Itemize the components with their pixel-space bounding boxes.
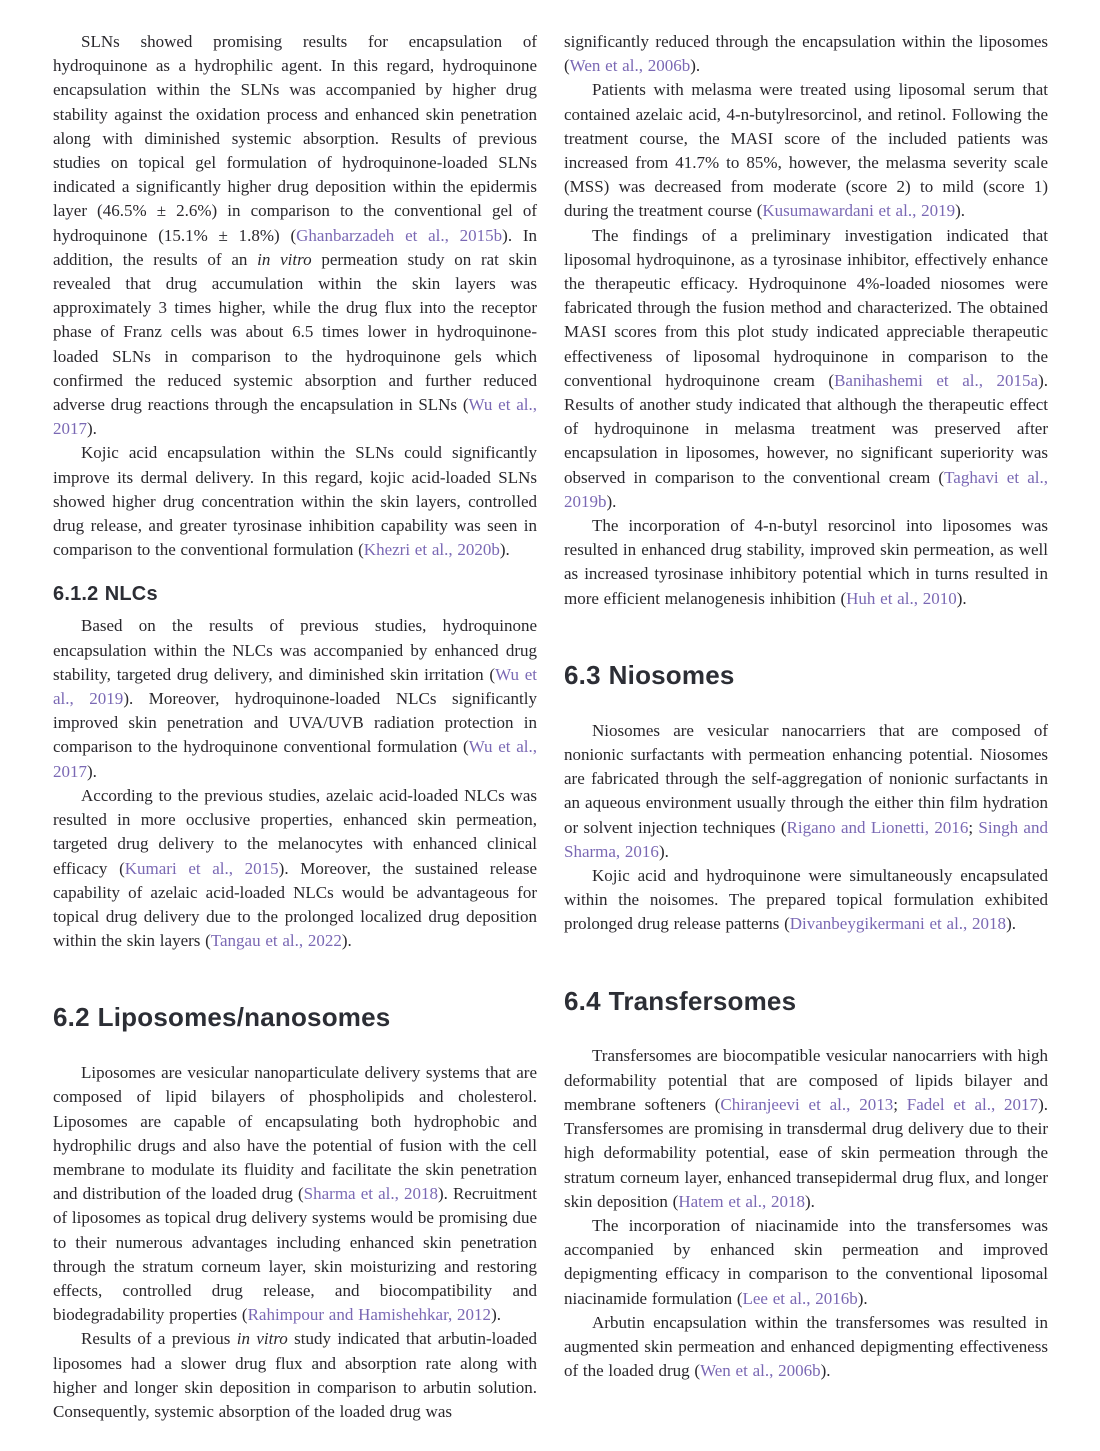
text-run: ). [804, 1191, 815, 1211]
text-run: ). Moreover, hydroquinone-loaded NLCs significantly improved skin penetration and UVA/UVB radiation protection in comparison to the hydroquinone conventional formulation ( [53, 689, 537, 757]
text-run: ). [690, 56, 701, 76]
text-run: ). [1006, 914, 1016, 934]
text-run: ; [893, 1094, 907, 1114]
citation-link[interactable]: Sharma et al., 2018 [303, 1184, 438, 1204]
citation-link[interactable]: Kumari et al., 2015 [124, 858, 279, 878]
text-run: ). Results of another study indicated that although the therapeutic effect of hydroquinone in melasma treatment was preserved after encapsulation in liposomes, however, no significant superiority was observed in comparison to the conventional cream ( [564, 370, 1048, 487]
paragraph [53, 30, 537, 441]
paragraph [53, 441, 537, 562]
subsection-heading-6-1-2-nlcs: 6.1.2 NLCs [53, 583, 158, 606]
text-run: According to the previous studies, azelaic acid-loaded NLCs was resulted in more occlusive properties, enhanced skin permeation, targeted drug delivery to the melanocytes with enhanced clinical efficacy ( [53, 785, 537, 878]
text-run: significantly reduced through the encapsulation within the liposomes ( [564, 32, 1048, 76]
text-run: Liposomes are vesicular nanoparticulate delivery systems that are composed of lipid bilayers of phospholipids and cholesterol. Liposomes are capable of encapsulating both hydrophobic and hydrophilic drugs and also have the potential of fusion with the cell membrane to modulate its fluidity and facilitate the skin penetration and distribution of the loaded drug ( [53, 1063, 537, 1204]
text-run: ). [956, 588, 967, 608]
text-run: permeation study on rat skin revealed that drug accumulation within the skin layers was approximately 3 times higher, while the drug flux into the receptor phase of Franz cells was about 6.5 times lower in hydroquinone-loaded SLNs in comparison to the hydroquinone gels which confirmed the reduced systemic absorption and further reduced adverse drug reactions through the encapsulation in SLNs ( [53, 249, 537, 415]
italic-text: in vitro [236, 1329, 288, 1349]
text-run: ). In addition, the results of an [53, 225, 537, 269]
citation-link[interactable]: Tangau et al., 2022 [210, 931, 342, 951]
text-run: Niosomes are vesicular nanocarriers that are composed of nonionic surfactants with permeation enhancing potential. Niosomes are fabricated through the self-aggregation of nonionic surfactants in an aqueous environment usually through the either thin film hydration or solvent injection techniques ( [564, 720, 1048, 837]
paragraph [564, 1214, 1048, 1311]
paragraph [53, 784, 537, 953]
citation-link[interactable]: Rigano and Lionetti, 2016 [786, 817, 969, 837]
text-run: ). [606, 491, 617, 511]
paragraph [564, 719, 1048, 864]
text-run: ). [87, 419, 97, 439]
text-run: ; [968, 817, 979, 837]
text-run: Results of a previous [81, 1329, 237, 1349]
citation-link[interactable]: Banihashemi et al., 2015a [834, 370, 1039, 390]
citation-link[interactable]: Divanbeygikermani et al., 2018 [789, 914, 1007, 934]
text-run: ). [499, 540, 510, 560]
citation-link[interactable]: Kusumawardani et al., 2019 [762, 201, 956, 221]
text-run: ). Recruitment of liposomes as topical drug delivery systems would be promising due to their numerous advantages including enhanced skin penetration through the stratum corneum layer, skin moisturizing and restoring effects, controlled drug release, and biocompatibility and biodegradability properties ( [53, 1184, 537, 1325]
paragraph [564, 514, 1048, 611]
text-run: The incorporation of niacinamide into the transfersomes was accompanied by enhanced skin permeation and improved depigmenting efficacy in comparison to the conventional liposomal niacinamide formulation ( [564, 1215, 1048, 1308]
paragraph [564, 864, 1048, 937]
text-run: Based on the results of previous studies, hydroquinone encapsulation within the NLCs was accompanied by enhanced drug stability, targeted drug delivery, and diminished skin irritation ( [53, 616, 537, 684]
section-heading-6-2-liposomes-nanosomes: 6.2 Liposomes/nanosomes [53, 1002, 391, 1033]
paragraph [564, 1311, 1048, 1384]
citation-link[interactable]: Khezri et al., 2020b [363, 540, 500, 560]
paragraph [564, 224, 1048, 514]
paragraph [564, 78, 1048, 223]
citation-link[interactable]: Wen et al., 2006b [569, 56, 691, 76]
text-run: The findings of a preliminary investigation indicated that liposomal hydroquinone, as a tyrosinase inhibitor, effectively enhance the therapeutic efficacy. Hydroquinone 4%-loaded niosomes were fabricated through the fusion method and characterized. The obtained MASI scores from this plot study indicated appreciable therapeutic effectiveness of liposomal hydroquinone in comparison to the conventional hydroquinone cream ( [564, 225, 1048, 390]
citation-link[interactable]: Wu et al., 2017 [53, 395, 538, 439]
text-run: ). [491, 1305, 501, 1325]
citation-link[interactable]: Wu et al., 2017 [53, 737, 537, 781]
text-run: Kojic acid encapsulation within the SLNs could significantly improve its dermal delivery. In this regard, kojic acid-loaded SLNs showed higher drug concentration within the skin layers, controlled drug release, and greater tyrosinase inhibition capability was seen in comparison to the conventional formulation ( [53, 443, 537, 560]
paragraph [564, 30, 1048, 78]
citation-link[interactable]: Singh and Sharma, 2016 [564, 817, 1048, 861]
section-heading-6-4-transfersomes: 6.4 Transfersomes [564, 985, 797, 1016]
text-run: Kojic acid and hydroquinone were simultaneously encapsulated within the noisomes. The prepared topical formulation exhibited prolonged drug release patterns ( [564, 865, 1048, 934]
paragraph [564, 1044, 1048, 1213]
text-run: ). [87, 761, 97, 781]
citation-link[interactable]: Wen et al., 2006b [700, 1361, 821, 1381]
paragraph [53, 1061, 537, 1327]
citation-link[interactable]: Fadel et al., 2017 [906, 1094, 1039, 1114]
italic-text: in vitro [257, 249, 312, 269]
text-run: Transfersomes are biocompatible vesicular nanocarriers with high deformability potential that are composed of lipids bilayer and membrane softeners ( [564, 1046, 1048, 1114]
text-run: ). [658, 841, 669, 861]
citation-link[interactable]: Rahimpour and Hamishehkar, 2012 [247, 1305, 492, 1325]
paragraph [53, 614, 537, 783]
left-column [53, 30, 537, 1421]
paragraph [53, 1327, 537, 1424]
text-run: The incorporation of 4-n-butyl resorcinol into liposomes was resulted in enhanced drug stability, improved skin permeation, as well as increased tyrosinase inhibitory potential which in turns resulted in more efficient melanogenesis inhibition ( [564, 516, 1048, 608]
text-run: SLNs showed promising results for encapsulation of hydroquinone as a hydrophilic agent. In this regard, hydroquinone encapsulation within the SLNs was accompanied by higher drug stability against the oxidation process and enhanced skin penetration along with diminished systemic absorption. Results of previous studies on topical gel formulation of hydroquinone-loaded SLNs indicated a significantly higher drug deposition within the epidermis layer (46.5% ± 2.6%) in comparison to the conventional gel of hydroquinone (15.1% ± 1.8%) ( [53, 32, 537, 245]
citation-link[interactable]: Wu et al., 2019 [53, 664, 537, 709]
text-run: ). [857, 1288, 868, 1308]
text-run: ). [341, 931, 352, 951]
citation-link[interactable]: Chiranjeevi et al., 2013 [720, 1094, 894, 1114]
citation-link[interactable]: Lee et al., 2016b [742, 1288, 858, 1308]
text-run: ). Transfersomes are promising in transdermal drug delivery due to their high deformability potential, ease of skin permeation through the stratum corneum layer, enhanced transepidermal drug flux, and longer skin deposition ( [564, 1094, 1048, 1211]
text-run: Arbutin encapsulation within the transfersomes was resulted in augmented skin permeation and enhanced depigmenting effectiveness of the loaded drug ( [564, 1312, 1048, 1381]
text-run: Patients with melasma were treated using liposomal serum that contained azelaic acid, 4-n-butylresorcinol, and retinol. Following the treatment course, the MASI score of the included patients was increased from 41.7% to 85%, however, the melasma severity scale (MSS) was decreased from moderate (score 2) to mild (score 1) during the treatment course ( [564, 80, 1048, 221]
text-run: study indicated that arbutin-loaded liposomes had a slower drug flux and absorption rate along with higher and longer skin deposition in comparison to arbutin solution. Consequently, systemic absorption of the loaded drug was [53, 1329, 538, 1422]
citation-link[interactable]: Hatem et al., 2018 [678, 1191, 805, 1211]
citation-link[interactable]: Ghanbarzadeh et al., 2015b [296, 225, 503, 245]
text-run: ). Moreover, the sustained release capability of azelaic acid-loaded NLCs would be advantageous for topical drug delivery due to the prolonged localized drug deposition within the skin layers ( [53, 858, 537, 951]
text-run: ). [955, 201, 965, 221]
citation-link[interactable]: Taghavi et al., 2019b [564, 467, 1048, 511]
text-run: ). [820, 1361, 831, 1381]
section-heading-6-3-niosomes: 6.3 Niosomes [564, 659, 735, 690]
citation-link[interactable]: Huh et al., 2010 [846, 588, 957, 608]
right-column [564, 30, 1048, 1421]
